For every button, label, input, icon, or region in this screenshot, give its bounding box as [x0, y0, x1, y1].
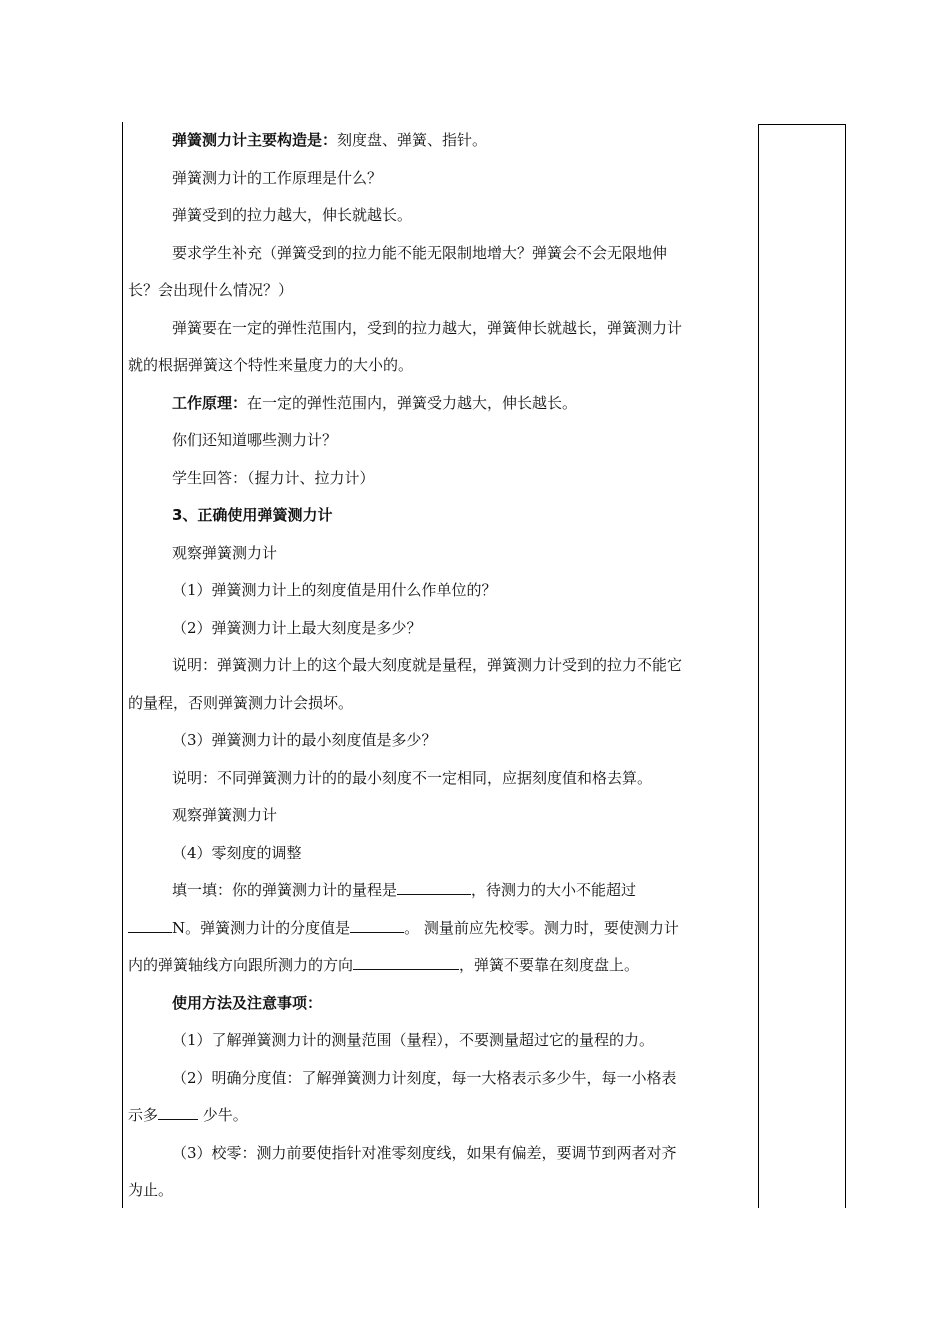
text-line: （1）弹簧测力计上的刻度值是用什么作单位的？ [172, 581, 497, 599]
section-heading: 使用方法及注意事项： [172, 993, 323, 1012]
text-line: 长？会出现什么情况？） [128, 281, 294, 299]
fill-blank-line: N。弹簧测力计的分度值是 。 测量前应先校零。测力时，要使测力计 [128, 910, 746, 948]
blank-range[interactable] [397, 880, 471, 895]
bold-label: 工作原理： [172, 393, 248, 412]
text-line: 就的根据弹簧这个特性来量度力的大小的。 [128, 356, 414, 374]
section-heading: 3、正确使用弹簧测力计 [172, 506, 333, 524]
text-line: 弹簧受到的拉力越大，伸长就越长。 [172, 206, 413, 224]
text-line: 弹簧测力计主要构造是：刻度盘、弹簧、指针。 [172, 131, 488, 149]
text-line: （3）校零：测力前要使指针对准零刻度线，如果有偏差，要调节到两者对齐 [172, 1143, 677, 1162]
fill-blank-line: 示多 少牛。 [128, 1106, 248, 1124]
table-left-border [122, 122, 123, 1208]
text-line: 说明：不同弹簧测力计的的最小刻度不一定相同，应据刻度值和格去算。 [172, 768, 653, 787]
text-line: （1）了解弹簧测力计的测量范围（量程），不要测量超过它的量程的力。 [172, 1031, 655, 1049]
blank-division-value[interactable] [350, 918, 404, 933]
table-right-border [845, 124, 846, 1208]
text-line: 你们还知道哪些测力计？ [172, 431, 338, 449]
blank-small-division[interactable] [158, 1105, 198, 1120]
blank-direction[interactable] [353, 955, 459, 970]
bold-label: 弹簧测力计主要构造是： [172, 131, 338, 149]
text-line: 弹簧测力计的工作原理是什么？ [172, 168, 383, 187]
text-line: 工作原理：在一定的弹性范围内，弹簧受力越大，伸长越长。 [172, 393, 578, 412]
fill-blank-line: 内的弹簧轴线方向跟所测力的方向 ，弹簧不要靠在刻度盘上。 [128, 956, 640, 974]
fill-blank-line: 填一填：你的弹簧测力计的量程是 ，待测力的大小不能超过 [172, 881, 637, 899]
text-line: 观察弹簧测力计 [172, 543, 278, 562]
text-line: 弹簧要在一定的弹性范围内，受到的拉力越大，弹簧伸长就越长，弹簧测力计 [172, 318, 683, 337]
text-line: 说明：弹簧测力计上的这个最大刻度就是量程，弹簧测力计受到的拉力不能它 [172, 656, 683, 674]
text-line: 的量程，否则弹簧测力计会损坏。 [128, 693, 354, 712]
text-line: （2）明确分度值：了解弹簧测力计刻度，每一大格表示多少牛，每一小格表 [172, 1068, 677, 1087]
text-line: 观察弹簧测力计 [172, 806, 278, 824]
text-line: 要求学生补充（弹簧受到的拉力能不能无限制地增大？弹簧会不会无限地伸 [172, 243, 668, 262]
text-line: 学生回答：（握力计、拉力计） [172, 468, 375, 487]
text-line: （3）弹簧测力计的最小刻度值是多少？ [172, 731, 437, 749]
text-line: 为止。 [128, 1181, 174, 1199]
notes-column-top-border [758, 124, 846, 125]
blank-max-force[interactable] [128, 918, 172, 933]
lesson-content [128, 122, 746, 1210]
table-column-divider [758, 124, 759, 1208]
text-line: （4）零刻度的调整 [172, 843, 302, 862]
text-line: （2）弹簧测力计上最大刻度是多少？ [172, 618, 422, 637]
